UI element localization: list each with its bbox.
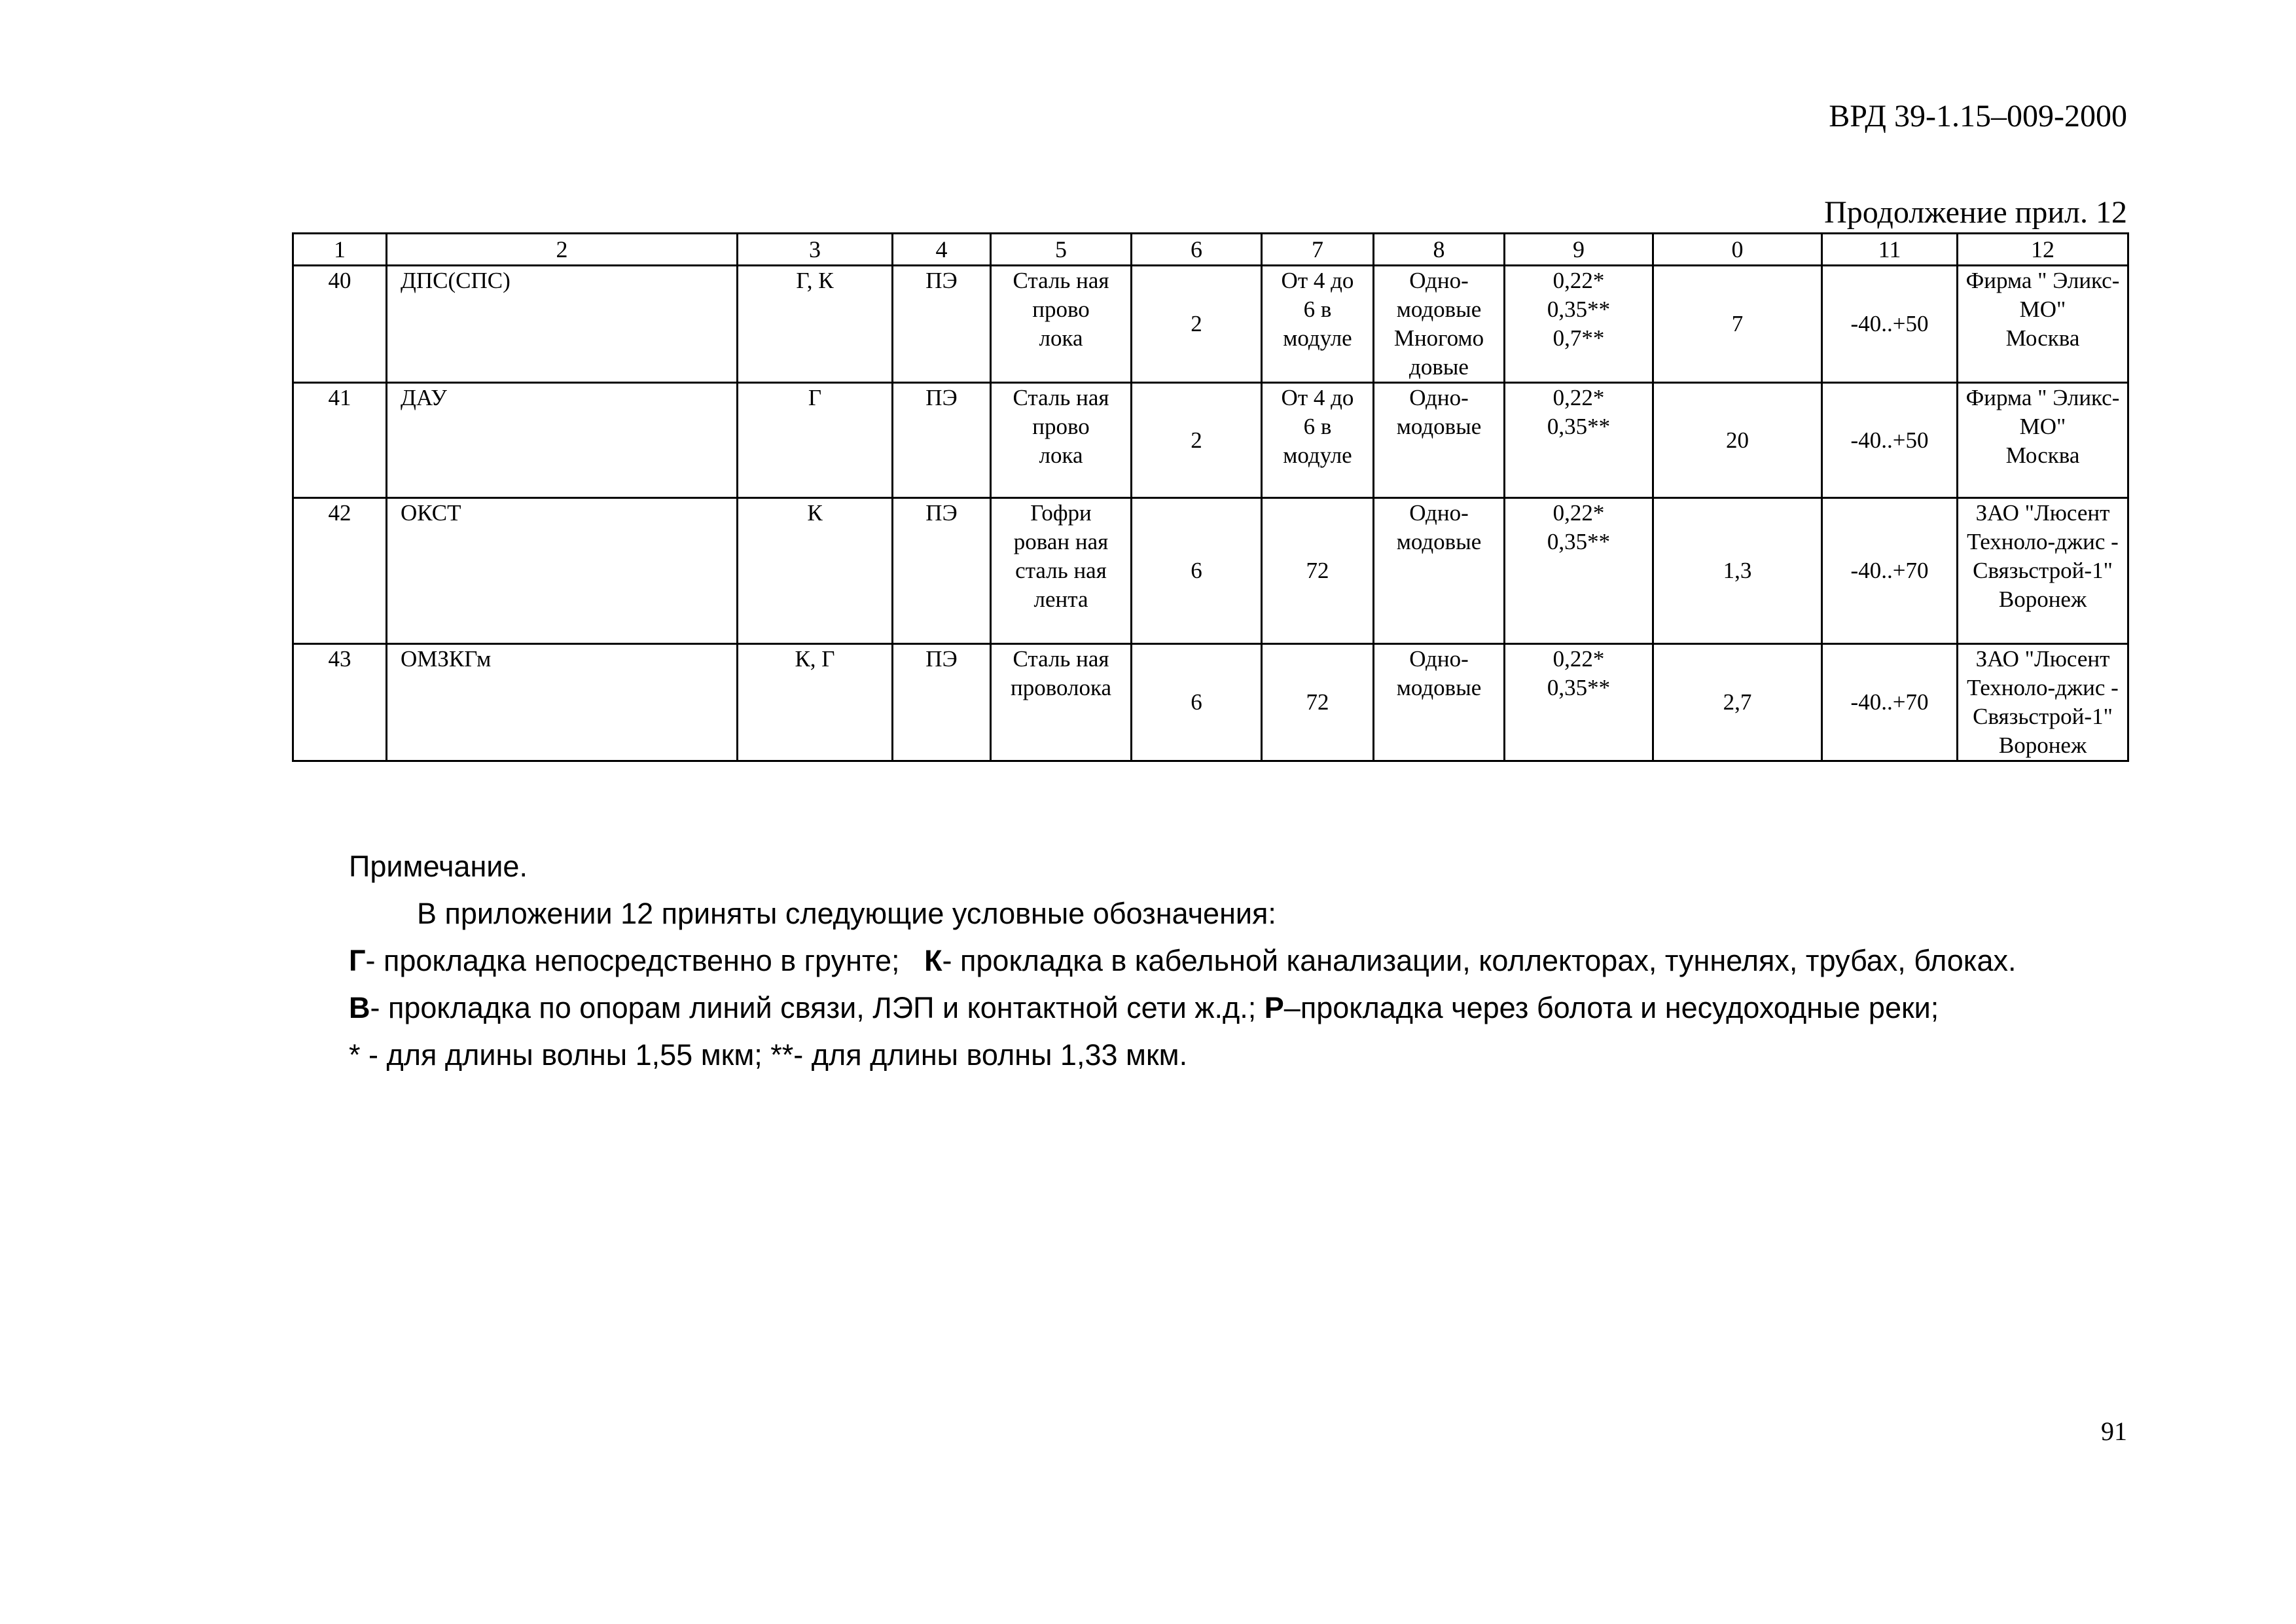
temperature-cell: -40..+70 [1822,498,1958,644]
manufacturer-line: Воронеж [1998,586,2087,612]
col8-line: довые [1409,354,1469,380]
armor-line: лока [1039,442,1083,468]
armor-line: Сталь ная [1013,268,1109,293]
col10-cell: 1,3 [1653,498,1822,644]
manufacturer-cell [1958,498,2128,644]
col6-cell: 6 [1132,498,1262,644]
col7-cell [1262,644,1374,761]
note-legend-g-k [349,937,2149,984]
sheath-cell: ПЭ [893,383,991,498]
armor-line: Гофри [1030,500,1092,526]
manufacturer-cell [1958,383,2128,498]
col9-cell [1505,266,1653,383]
note-intro: В приложении 12 приняты следующие условные обозначения: [417,897,1276,930]
manufacturer-cell [1958,266,2128,383]
col8-line: модовые [1396,297,1482,322]
laying-cell: К, Г [738,644,893,761]
manufacturer-line: Связьстрой-1" [1973,704,2113,729]
row-number-cell: 43 [293,644,387,761]
legend-text-k: - прокладка в кабельной канализации, коллекторах, туннелях, трубах, блоках. [942,944,2017,977]
manufacturer-line: Воронеж [1998,732,2087,758]
table-row [293,644,2128,761]
col7-cell [1262,498,1374,644]
column-header: 5 [991,234,1132,266]
legend-key-k: К [924,944,942,977]
manufacturer-line: Связьстрой-1" [1973,558,2113,583]
column-header: 6 [1132,234,1262,266]
col7-line: От 4 до [1281,385,1354,410]
manufacturer-line: Фирма " Эликс- [1965,268,2120,293]
manufacturer-line: МО" [2019,297,2066,322]
cable-name-cell: ДПС(СПС) [387,266,738,383]
laying-cell: Г [738,383,893,498]
armor-cell [991,644,1132,761]
cable-spec-table [292,232,2129,762]
armor-cell [991,498,1132,644]
note-wavelength: * - для длины волны 1,55 мкм; **- для длины волны 1,33 мкм. [349,1038,1188,1072]
column-header: 9 [1505,234,1653,266]
armor-line: прово [1032,414,1090,439]
column-header: 4 [893,234,991,266]
column-header: 8 [1374,234,1505,266]
col10-cell: 7 [1653,266,1822,383]
col7-cell [1262,266,1374,383]
manufacturer-line: МО" [2019,414,2066,439]
col10-cell: 20 [1653,383,1822,498]
note-legend-v-p [349,984,2149,1032]
column-header: 11 [1822,234,1958,266]
continuation-caption: Продолжение прил. 12 [1824,195,2127,230]
manufacturer-line: ЗАО "Люсент [1975,646,2110,672]
col9-line: 0,7** [1552,325,1605,351]
col8-line: Одно- [1409,268,1469,293]
col9-line: 0,22* [1552,268,1605,293]
col7-line: 72 [1306,558,1329,583]
document-code: ВРД 39-1.15–009-2000 [1829,99,2127,134]
armor-line: Сталь ная [1013,385,1109,410]
col9-line: 0,35** [1547,675,1611,700]
cable-name-cell: ДАУ [387,383,738,498]
col6-cell: 6 [1132,644,1262,761]
col6-cell: 2 [1132,266,1262,383]
temperature-cell: -40..+50 [1822,383,1958,498]
manufacturer-line: Фирма " Эликс- [1965,385,2120,410]
sheath-cell: ПЭ [893,498,991,644]
column-header: 3 [738,234,893,266]
table-row [293,266,2128,383]
col8-line: Одно- [1409,385,1469,410]
legend-key-p: Р [1264,991,1284,1024]
cable-name-cell: ОКСТ [387,498,738,644]
col8-cell [1374,266,1505,383]
armor-line: лента [1033,586,1088,612]
manufacturer-cell [1958,644,2128,761]
col8-line: модовые [1396,529,1482,554]
sheath-cell: ПЭ [893,644,991,761]
column-header: 12 [1958,234,2128,266]
col8-cell [1374,644,1505,761]
col8-line: Одно- [1409,500,1469,526]
col6-cell: 2 [1132,383,1262,498]
col9-cell [1505,383,1653,498]
table-row [293,498,2128,644]
laying-cell: К [738,498,893,644]
col7-line: 6 в [1303,297,1332,322]
row-number-cell: 40 [293,266,387,383]
manufacturer-line: Москва [2005,325,2080,351]
manufacturer-line: Москва [2005,442,2080,468]
col7-line: модуле [1283,442,1352,468]
armor-line: лока [1039,325,1083,351]
col8-line: модовые [1396,675,1482,700]
armor-line: проволока [1010,675,1112,700]
legend-text-v: - прокладка по опорам линий связи, ЛЭП и контактной сети ж.д.; [370,991,1257,1024]
col7-line: 6 в [1303,414,1332,439]
col8-line: Многомо [1393,325,1484,351]
laying-cell: Г, К [738,266,893,383]
armor-cell [991,383,1132,498]
row-number-cell: 41 [293,383,387,498]
column-number-row [293,234,2128,266]
col9-cell [1505,498,1653,644]
col9-line: 0,22* [1552,500,1605,526]
table-row [293,383,2128,498]
col8-cell [1374,383,1505,498]
column-header: 0 [1653,234,1822,266]
col7-line: 72 [1306,689,1329,715]
armor-line: Сталь ная [1013,646,1109,672]
sheath-cell: ПЭ [893,266,991,383]
page-number: 91 [2101,1416,2127,1446]
temperature-cell: -40..+50 [1822,266,1958,383]
col8-cell [1374,498,1505,644]
col7-cell [1262,383,1374,498]
column-header: 1 [293,234,387,266]
col8-line: модовые [1396,414,1482,439]
armor-cell [991,266,1132,383]
note-title: Примечание. [349,850,528,883]
manufacturer-line: Техноло-джис - [1967,529,2119,554]
col7-line: модуле [1283,325,1352,351]
col9-line: 0,22* [1552,646,1605,672]
col9-line: 0,35** [1547,297,1611,322]
manufacturer-line: ЗАО "Люсент [1975,500,2110,526]
col7-line: От 4 до [1281,268,1354,293]
col9-line: 0,22* [1552,385,1605,410]
legend-key-v: В [349,991,370,1024]
col9-line: 0,35** [1547,414,1611,439]
note-block [349,843,2149,1079]
legend-key-g: Г [349,944,366,977]
armor-line: сталь ная [1015,558,1107,583]
legend-text-p: –прокладка через болота и несудоходные реки; [1283,991,1939,1024]
manufacturer-line: Техноло-джис - [1967,675,2119,700]
column-header: 2 [387,234,738,266]
armor-line: рован ная [1013,529,1109,554]
col9-cell [1505,644,1653,761]
legend-text-g: - прокладка непосредственно в грунте; [365,944,900,977]
col8-line: Одно- [1409,646,1469,672]
column-header: 7 [1262,234,1374,266]
row-number-cell: 42 [293,498,387,644]
armor-line: прово [1032,297,1090,322]
temperature-cell: -40..+70 [1822,644,1958,761]
col10-cell: 2,7 [1653,644,1822,761]
col9-line: 0,35** [1547,529,1611,554]
cable-name-cell: ОМЗКГм [387,644,738,761]
